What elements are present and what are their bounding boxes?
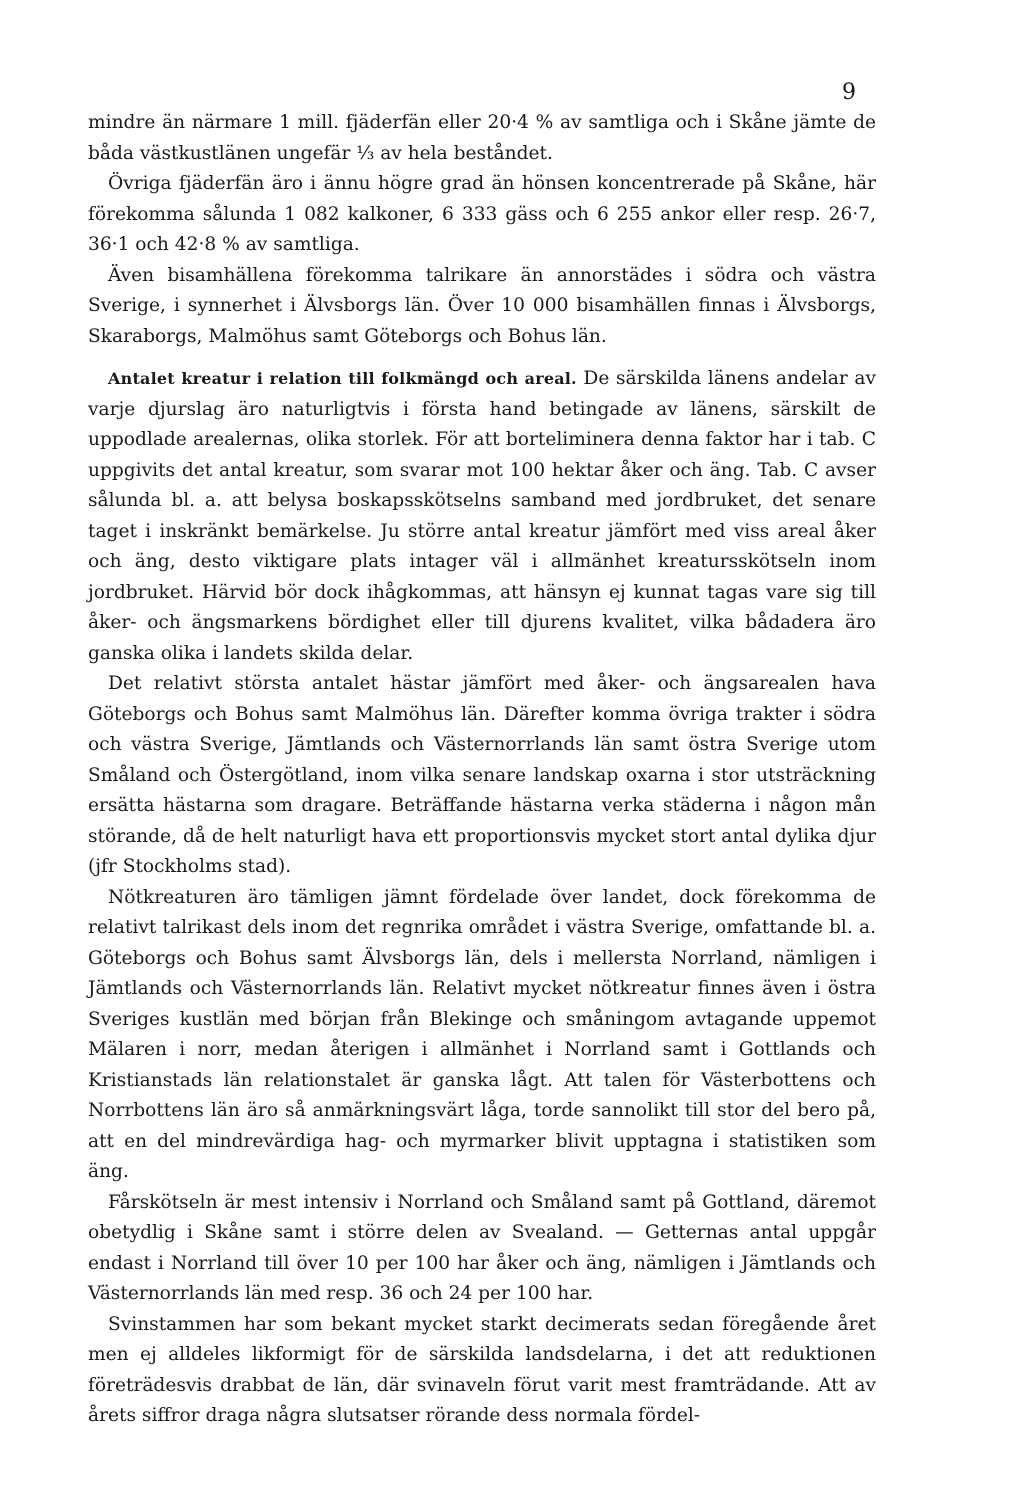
- body-text: [88, 108, 876, 1432]
- paragraph-2: Övriga fjäderfän äro i ännu högre grad än hönsen koncentrerade på Skåne, här förekomma sålunda 1 082 kalkoner, 6 333 gäss och 6 255 ankor eller resp. 26·7, 36·1 och 42·8 % av samtliga.: [88, 173, 876, 255]
- page-number: 9: [842, 80, 856, 105]
- section-heading: Antalet kreatur i relation till folkmängd och areal.: [108, 369, 577, 388]
- paragraph-3: Även bisamhällena förekomma talrikare än annorstädes i södra och västra Sverige, i synnerhet i Älvsborgs län. Över 10 000 bisamhällen finnas i Älvsborgs, Skaraborgs, Malmöhus samt Göteborgs och Bohus län.: [88, 264, 876, 347]
- paragraph-5: Det relativt största antalet hästar jämfört med åker- och ängsarealen hava Göteborgs och Bohus samt Malmöhus län. Därefter komma övriga trakter i södra och västra Sverige, Jämtlands och Västernorrlands län samt östra Sverige utom Småland och Östergötland, inom vilka senare landskap oxarna i stor utsträckning ersätta hästarna som dragare. Beträffande hästarna verka städerna i någon mån störande, då de helt naturligt hava ett proportionsvis mycket stort antal dylika djur (jfr Stockholms stad).: [88, 673, 876, 877]
- paragraph-4: [88, 364, 876, 669]
- paragraph-8: Svinstammen har som bekant mycket starkt decimerats sedan föregående året men ej alldeles likformigt för de särskilda landsdelarna, i det att reduktionen företrädesvis drabbat de län, där svinaveln förut varit mest framträdande. Att av årets siffror draga några slutsatser rörande dess normala fördel-: [88, 1313, 876, 1426]
- paragraph-4-text: De särskilda länens andelar av varje djurslag äro naturligtvis i första hand betingade av länens, särskilt de uppodlade arealernas, olika storlek. För att borteliminera denna faktor har i tab. C uppgivits det antal kreatur, som svarar mot 100 hektar åker och äng. Tab. C avser sålunda bl. a. att belysa boskapsskötselns samband med jordbruket, det senare taget i inskränkt bemärkelse. Ju större antal kreatur jämfört med viss areal åker och äng, desto viktigare plats intager väl i allmänhet kreatursskötseln inom jordbruket. Härvid bör dock ihågkommas, att hänsyn ej kunnat tagas vare sig till åker- och ängsmarkens bördighet eller till djurens kvalitet, vilka bådadera äro ganska olika i landets skilda delar.: [88, 368, 876, 664]
- paragraph-6: Nötkreaturen äro tämligen jämnt fördelade över landet, dock förekomma de relativt talrikast dels inom det regnrika området i västra Sverige, omfattande bl. a. Göteborgs och Bohus samt Älvsborgs län, dels i mellersta Norrland, nämligen i Jämtlands och Västernorrlands län. Relativt mycket nötkreatur finnes även i östra Sveriges kustlän med början från Blekinge och småningom avtagande uppemot Mälaren i norr, medan återigen i allmänhet i Norrland samt i Gottlands och Kristianstads län relationstalet är ganska lågt. Att talen för Västerbottens och Norrbottens län äro så anmärkningsvärt låga, torde sannolikt till stor del bero på, att en del mindrevärdiga hag- och myrmarker blivit upptagna i statistiken som äng.: [88, 886, 876, 1182]
- paragraph-1: mindre än närmare 1 mill. fjäderfän eller 20·4 % av samtliga och i Skåne jämte de båda västkustlänen ungefär ⅓ av hela beståndet.: [88, 112, 876, 164]
- paragraph-7: Fårskötseln är mest intensiv i Norrland och Småland samt på Gottland, däremot obetydlig i Skåne samt i större delen av Svealand. — Getternas antal uppgår endast i Norrland till över 10 per 100 har åker och äng, nämligen i Jämtlands och Västernorrlands län med resp. 36 och 24 per 100 har.: [88, 1191, 876, 1304]
